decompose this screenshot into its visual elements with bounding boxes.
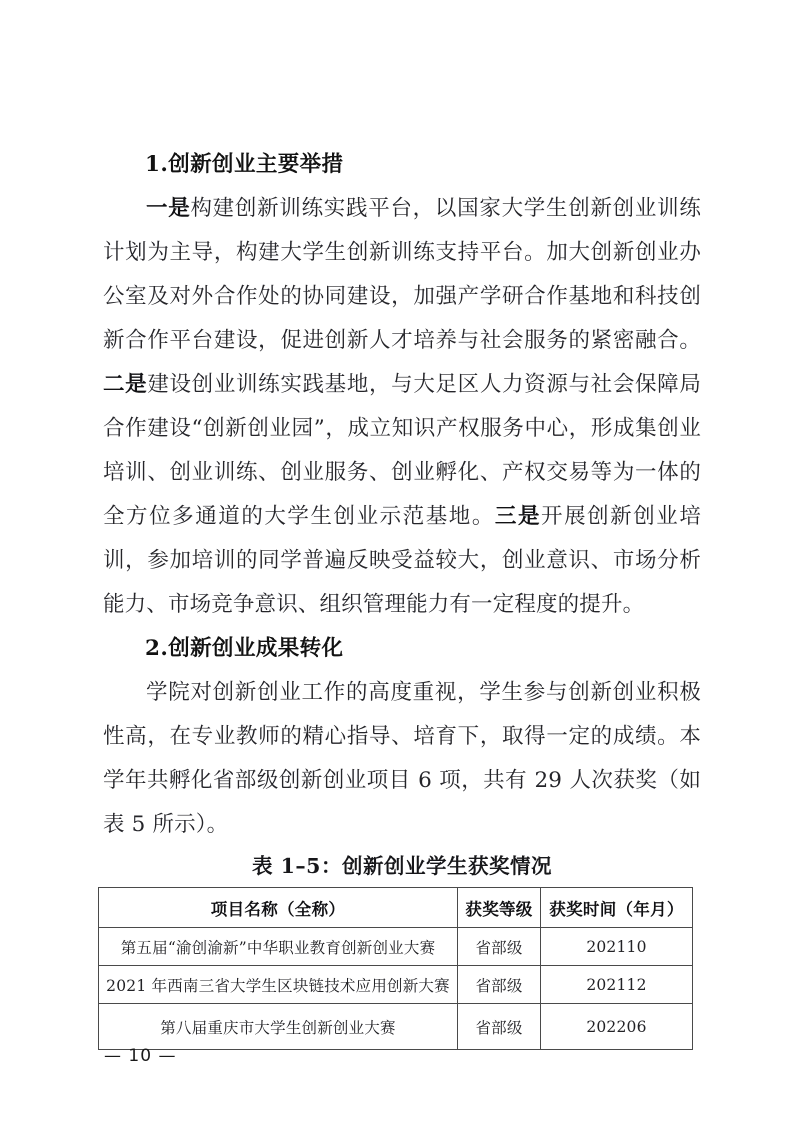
table-row (99, 928, 693, 966)
emphasis-marker-first: 一是 (146, 196, 191, 221)
paragraph-text-first: 构建创新训练实践平台，以国家大学生创新创业训练计划为主导，构建大学生创新训练支持平台。加大创新创业办公室及对外合作处的协同建设，加强产学研合作基地和科技创新合作平台建设，促进创新人才培养与社会服务的紧密融合。 (103, 196, 701, 353)
paragraph-text-second: 建设创业训练实践基地，与大足区人力资源与社会保障局合作建设“创新创业园”，成立知识产权服务中心，形成集创业培训、创业训练、创业服务、创业孵化、产权交易等为一体的全方位多通道的大学生创业示范基地。 (103, 372, 701, 529)
paragraph-text-results: 学院对创新创业工作的高度重视，学生参与创新创业积极性高，在专业教师的精心指导、培育下，取得一定的成绩。本学年共孵化省部级创新创业项目 6 项，共有 29 人次获奖（如表 5 所示）。 (103, 680, 701, 837)
section-paragraph-2 (103, 671, 701, 847)
page-content (103, 143, 701, 1050)
column-header-award-date: 获奖时间（年月） (541, 888, 693, 928)
column-header-award-level: 获奖等级 (458, 888, 541, 928)
table-caption: 表 1–5：创新创业学生获奖情况 (252, 854, 552, 878)
section-paragraph-1 (103, 187, 701, 627)
cell-award-date: 202110 (541, 928, 693, 966)
page-number: — 10 — (104, 1046, 177, 1066)
paragraph-text-third: 开展创新创业培训，参加培训的同学普遍反映受益较大，创业意识、市场分析能力、市场竞争意识、组织管理能力有一定程度的提升。 (103, 504, 701, 617)
cell-project-name: 2021 年西南三省大学生区块链技术应用创新大赛 (99, 966, 458, 1004)
emphasis-marker-third: 三是 (494, 504, 542, 529)
section-heading-2: 2.创新创业成果转化 (145, 636, 344, 661)
cell-award-date: 202206 (541, 1004, 693, 1050)
emphasis-marker-second: 二是 (103, 372, 148, 397)
table-row (99, 1004, 693, 1050)
column-header-project-name: 项目名称（全称） (99, 888, 458, 928)
cell-award-level: 省部级 (458, 928, 541, 966)
cell-award-level: 省部级 (458, 1004, 541, 1050)
section-heading-1: 1.创新创业主要举措 (145, 152, 344, 177)
cell-award-level: 省部级 (458, 966, 541, 1004)
table-header-row (99, 888, 693, 928)
award-table-container (98, 887, 692, 1050)
cell-award-date: 202112 (541, 966, 693, 1004)
cell-project-name: 第八届重庆市大学生创新创业大赛 (99, 1004, 458, 1050)
award-table (98, 887, 693, 1050)
table-row (99, 966, 693, 1004)
cell-project-name: 第五届“渝创渝新”中华职业教育创新创业大赛 (99, 928, 458, 966)
